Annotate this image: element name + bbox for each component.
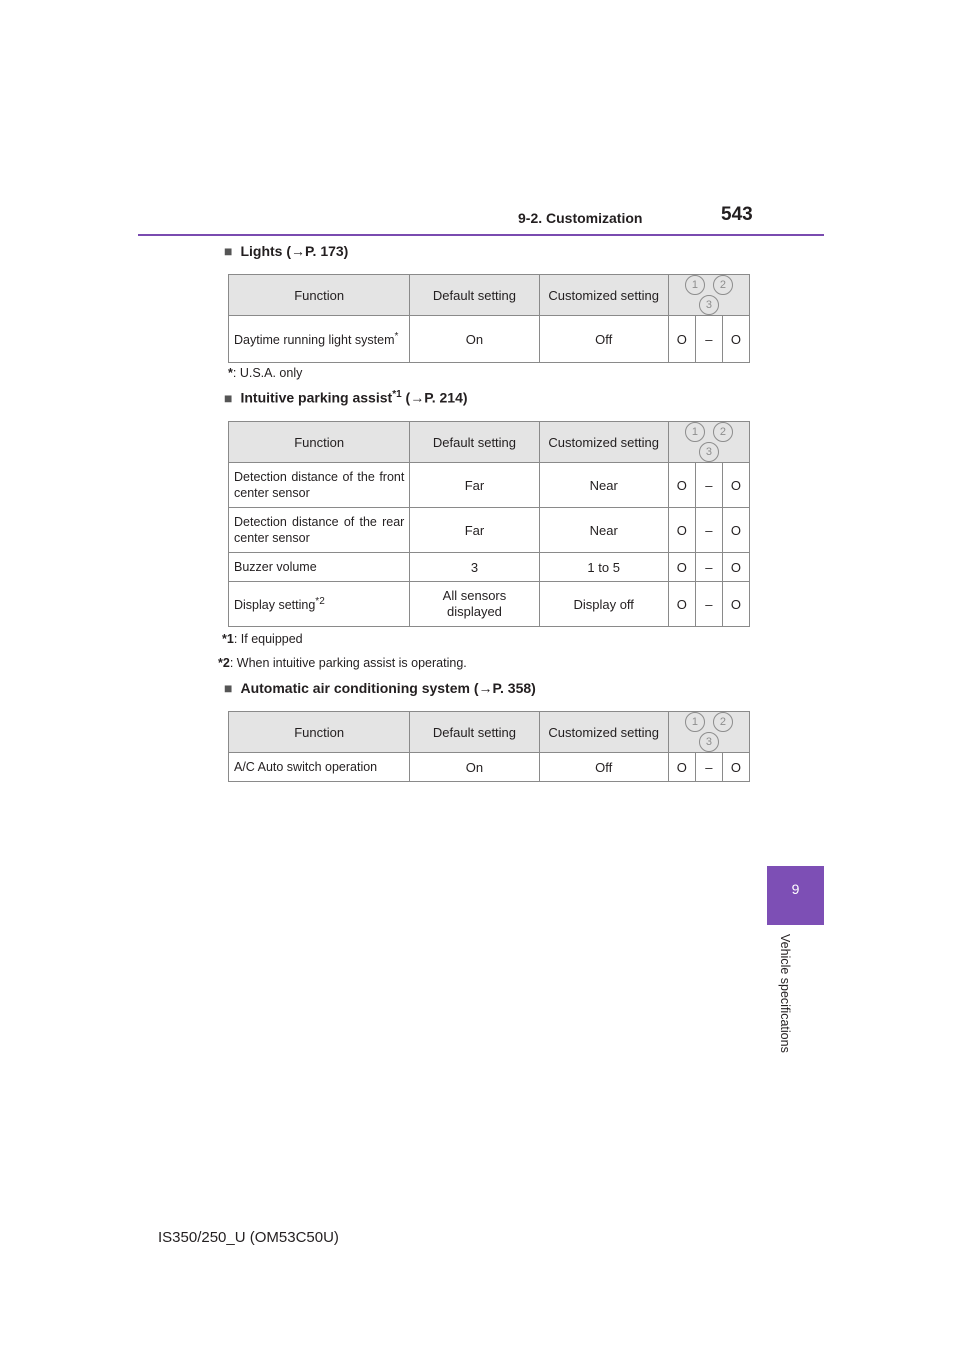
table-row bbox=[229, 316, 750, 363]
method-1-cell: O bbox=[668, 582, 695, 627]
custom-cell: Near bbox=[539, 508, 668, 553]
square-bullet-icon: ■ bbox=[224, 243, 233, 259]
chapter-tab[interactable] bbox=[767, 866, 824, 925]
default-cell: 3 bbox=[410, 553, 539, 582]
method-3-icon: 3 bbox=[699, 295, 719, 315]
method-1-cell: O bbox=[668, 508, 695, 553]
parking-table bbox=[228, 421, 750, 627]
method-2-cell: – bbox=[695, 508, 722, 553]
parking-footnote-2: *2: When intuitive parking assist is operating. bbox=[218, 656, 467, 670]
col-custom: Customized setting bbox=[539, 712, 668, 753]
method-1-cell: O bbox=[668, 753, 695, 782]
method-3-cell: O bbox=[722, 582, 749, 627]
method-2-cell: – bbox=[695, 753, 722, 782]
method-2-icon: 2 bbox=[713, 712, 733, 732]
custom-cell: Off bbox=[539, 753, 668, 782]
table-header-row bbox=[229, 712, 750, 753]
col-methods bbox=[668, 712, 749, 753]
method-2-cell: – bbox=[695, 553, 722, 582]
lights-footnote: *: U.S.A. only bbox=[228, 366, 303, 380]
table-header-row bbox=[229, 422, 750, 463]
method-2-cell: – bbox=[695, 582, 722, 627]
col-custom: Customized setting bbox=[539, 275, 668, 316]
default-cell: Far bbox=[410, 508, 539, 553]
col-function: Function bbox=[229, 712, 410, 753]
method-3-cell: O bbox=[722, 316, 749, 363]
custom-cell: Near bbox=[539, 463, 668, 508]
method-2-cell: – bbox=[695, 463, 722, 508]
col-default: Default setting bbox=[410, 422, 539, 463]
function-cell: Detection distance of the front center sensor bbox=[229, 463, 410, 508]
parking-heading: ■ Intuitive parking assist$^{*1}$ (→P. 214) bbox=[224, 389, 468, 406]
section-title: 9-2. Customization bbox=[518, 210, 643, 226]
table-row bbox=[229, 508, 750, 553]
method-3-icon: 3 bbox=[699, 732, 719, 752]
default-cell: On bbox=[410, 316, 539, 363]
function-cell: A/C Auto switch operation bbox=[229, 753, 410, 782]
parking-footnote-1: *1: If equipped bbox=[222, 632, 303, 646]
default-cell: All sensors displayed bbox=[410, 582, 539, 627]
lights-table bbox=[228, 274, 750, 363]
method-1-cell: O bbox=[668, 316, 695, 363]
col-custom: Customized setting bbox=[539, 422, 668, 463]
method-1-icon: 1 bbox=[685, 712, 705, 732]
function-cell: Daytime running light system* bbox=[229, 316, 410, 363]
table-row bbox=[229, 582, 750, 627]
col-methods bbox=[668, 422, 749, 463]
table-header-row bbox=[229, 275, 750, 316]
function-cell: Display setting$^{*2}$ bbox=[229, 582, 410, 627]
method-2-icon: 2 bbox=[713, 275, 733, 295]
method-1-cell: O bbox=[668, 463, 695, 508]
method-3-cell: O bbox=[722, 508, 749, 553]
col-function: Function bbox=[229, 275, 410, 316]
default-cell: On bbox=[410, 753, 539, 782]
col-function: Function bbox=[229, 422, 410, 463]
method-1-cell: O bbox=[668, 553, 695, 582]
method-1-icon: 1 bbox=[685, 275, 705, 295]
col-methods bbox=[668, 275, 749, 316]
function-cell: Detection distance of the rear center sensor bbox=[229, 508, 410, 553]
square-bullet-icon: ■ bbox=[224, 389, 233, 406]
col-default: Default setting bbox=[410, 275, 539, 316]
chapter-label: Vehicle specifications bbox=[778, 934, 792, 1053]
page-number: 543 bbox=[721, 204, 753, 225]
method-3-cell: O bbox=[722, 753, 749, 782]
ac-heading: ■ Automatic air conditioning system (→P. 358) bbox=[224, 680, 536, 696]
table-row bbox=[229, 753, 750, 782]
method-3-icon: 3 bbox=[699, 442, 719, 462]
table-row bbox=[229, 553, 750, 582]
page-header bbox=[138, 200, 824, 236]
custom-cell: Off bbox=[539, 316, 668, 363]
default-cell: Far bbox=[410, 463, 539, 508]
custom-cell: Display off bbox=[539, 582, 668, 627]
custom-cell: 1 to 5 bbox=[539, 553, 668, 582]
method-3-cell: O bbox=[722, 553, 749, 582]
method-2-cell: – bbox=[695, 316, 722, 363]
manual-code: IS350/250_U (OM53C50U) bbox=[158, 1229, 339, 1246]
method-3-cell: O bbox=[722, 463, 749, 508]
lights-heading: ■ Lights (→P. 173) bbox=[224, 243, 349, 259]
square-bullet-icon: ■ bbox=[224, 680, 233, 696]
function-cell: Buzzer volume bbox=[229, 553, 410, 582]
method-2-icon: 2 bbox=[713, 422, 733, 442]
table-row bbox=[229, 463, 750, 508]
chapter-number: 9 bbox=[791, 881, 800, 897]
col-default: Default setting bbox=[410, 712, 539, 753]
ac-table bbox=[228, 711, 750, 782]
method-1-icon: 1 bbox=[685, 422, 705, 442]
